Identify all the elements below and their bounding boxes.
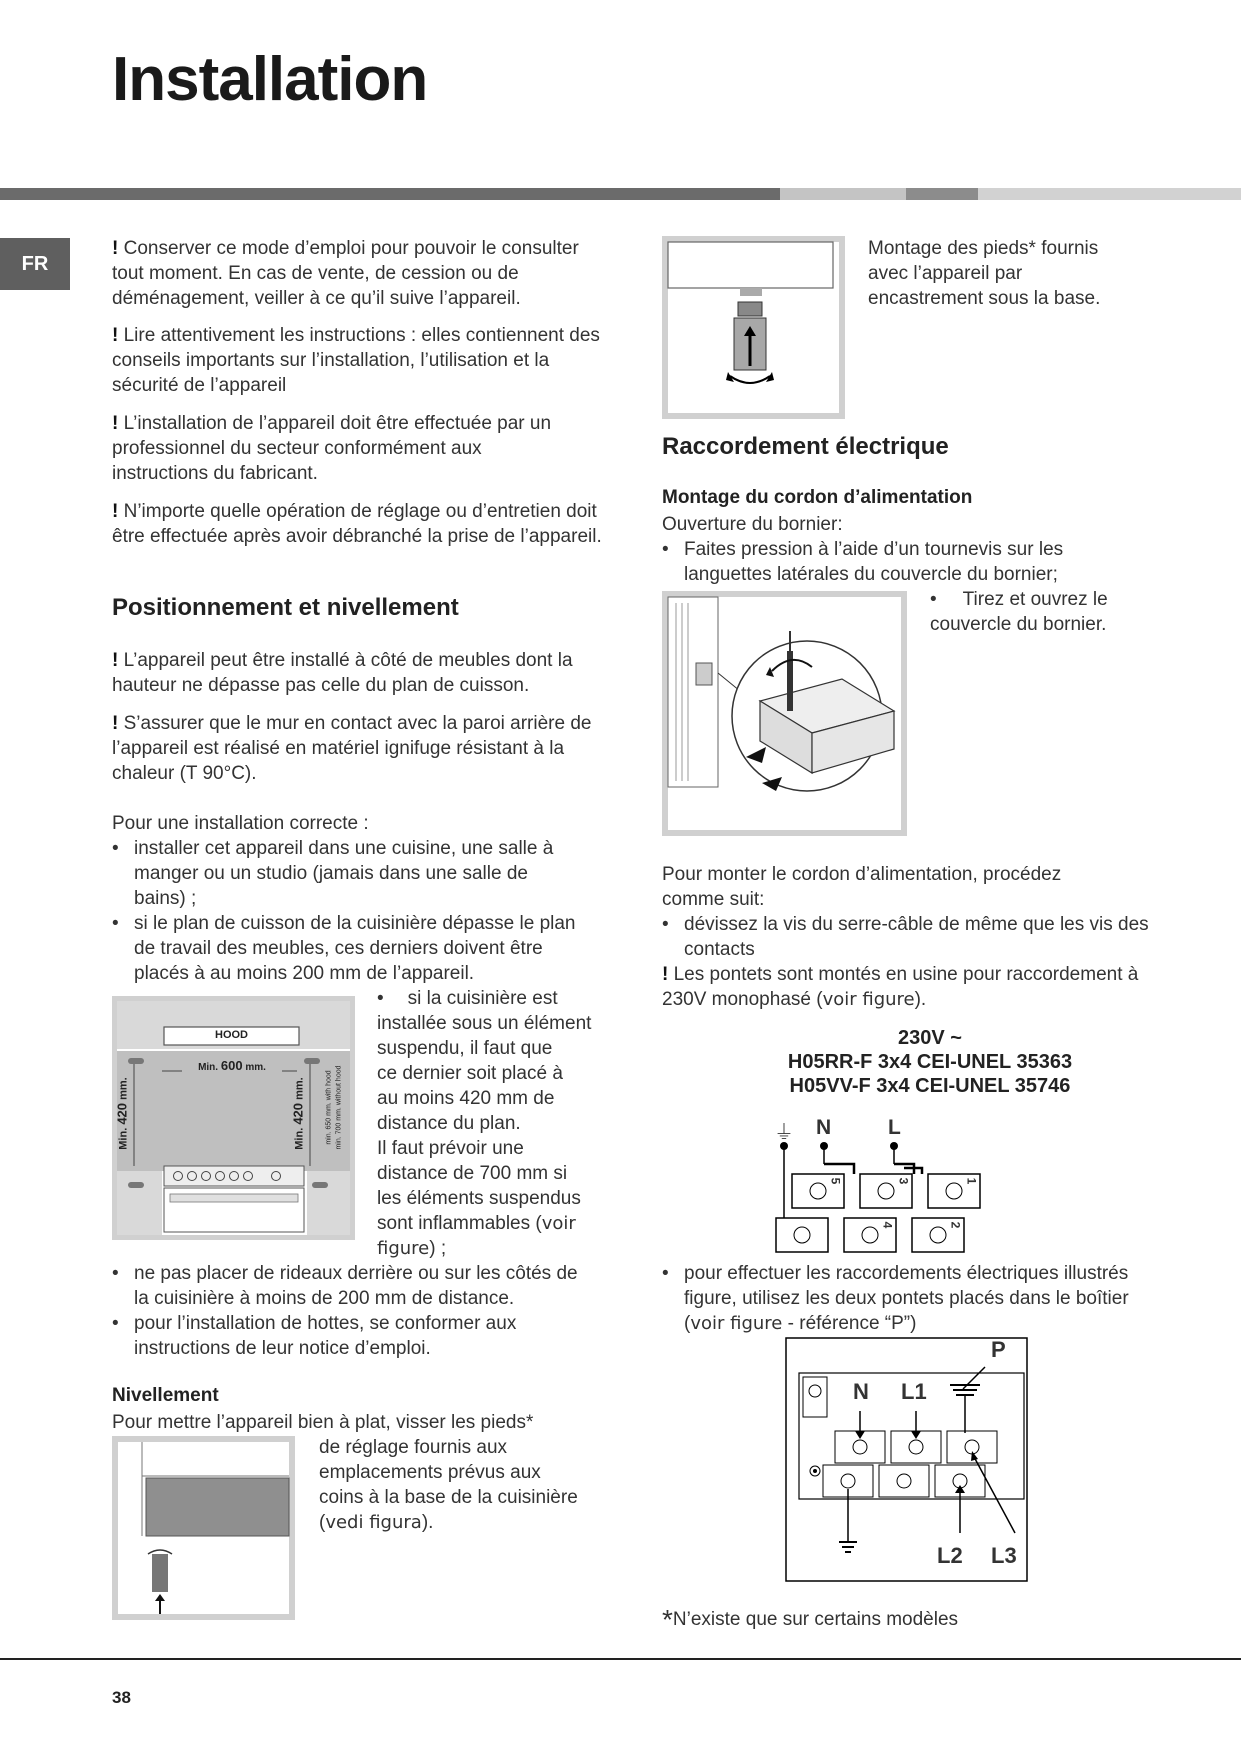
bullet-200mm: • si le plan de cuisson de la cuisinière dépasse le plan de travail des meubles, ces derniers doivent être placés à au moins 200 mm de l’appareil.: [112, 913, 576, 984]
bullet-dot: •: [930, 589, 937, 610]
positioning-heading: Positionnement et nivellement: [112, 594, 459, 621]
feet-diagram: [662, 236, 845, 419]
leveling-figure: [112, 1436, 295, 1620]
earth-symbol: ⏚: [774, 1122, 794, 1144]
feet-mounting-figure: [662, 236, 845, 419]
right-height-label: Min. 420 mm.: [290, 1077, 306, 1150]
spec-voltage: 230V ~: [898, 1027, 962, 1049]
warning-read-instructions: ! Lire attentivement les instructions : elles contiennent des conseils importants sur l’installation, l’utilisation et la sécurité de l’appareil: [112, 325, 600, 396]
bullet-bridges: • pour effectuer les raccordements électriques illustrés figure, utilisez les deux pontets placés dans le boîtier (voir figure - référence “P”): [662, 1263, 1129, 1334]
header-bar-mid: [906, 188, 978, 200]
cord-heading: Montage du cordon d’alimentation: [662, 487, 973, 508]
bridges-note: ! Les pontets sont montés en usine pour raccordement à 230V monophasé (voir figure).: [662, 964, 1139, 1010]
footnote: *N’existe que sur certains modèles: [662, 1604, 959, 1635]
bullet-hanging-cabinet: • si la cuisinière est installée sous un élément suspendu, il faut que ce dernier soit placé à au moins 420 mm de distance du plan. Il faut prévoir une distance de 700 mm si les éléments suspendus sont inflammables (voir figure) ;: [377, 988, 592, 1259]
terminal-open: Ouverture du bornier:: [662, 514, 843, 535]
diagram2-neutral-label: N: [853, 1379, 869, 1404]
note-without-hood: min. 700 mm. without hood: [335, 1065, 343, 1150]
bridge-p-label: P: [991, 1337, 1006, 1362]
terminal-4: 4: [880, 1221, 895, 1229]
wiring-diagram-230v: [764, 1110, 1024, 1262]
line-label: L: [888, 1116, 901, 1139]
header-bar-light-1: [780, 188, 906, 200]
warning-unplug: ! N’importe quelle opération de réglage ou d’entretien doit être effectuée après avoir débranché la prise de l’appareil.: [112, 501, 602, 547]
warning-wall: ! S’assurer que le mur en contact avec la paroi arrière de l’appareil est réalisé en matériel ignifuge résistant à la chaleur (T 90°C).: [112, 713, 592, 784]
leveling-diagram: [112, 1436, 295, 1620]
cord-intro: Pour monter le cordon d’alimentation, procédez comme suit:: [662, 864, 1062, 910]
warning-furniture: ! L’appareil peut être installé à côté de meubles dont la hauteur ne dépasse pas celle du plan de cuisson.: [112, 650, 573, 696]
cable-spec: [740, 1026, 1120, 1098]
neutral-label: N: [816, 1116, 832, 1139]
spec-cable-vv: H05VV-F 3x4 CEI-UNEL 35746: [789, 1075, 1071, 1097]
warning-professional: ! L’installation de l’appareil doit être effectuée par un professionnel du secteur conformément aux instructions du fabricant.: [112, 413, 552, 484]
min-width-label: Min. 600 mm.: [182, 1058, 282, 1073]
electric-heading: Raccordement électrique: [662, 433, 949, 460]
warning-keep-manual: ! Conserver ce mode d’emploi pour pouvoir le consulter tout moment. En cas de vente, de cession ou de déménagement, veiller à ce qu’il suive l’appareil.: [112, 238, 579, 309]
diagram2-l3-label: L3: [991, 1543, 1017, 1568]
terminal-5: 5: [828, 1177, 843, 1185]
page-title: Installation: [112, 45, 428, 114]
terminal-cover-figure: [662, 591, 907, 836]
bullet-dot: •: [377, 988, 384, 1009]
terminal-3: 3: [896, 1177, 911, 1185]
terminal-1: 1: [964, 1177, 979, 1185]
header-bar-light-2: [978, 188, 1241, 200]
header-bar-dark: [0, 188, 780, 200]
footnote-star: *: [662, 1604, 673, 1635]
leveling-line-1: Pour mettre l’appareil bien à plat, visser les pieds*: [112, 1412, 534, 1433]
page-number: 38: [112, 1688, 131, 1707]
spec-cable-rr: H05RR-F 3x4 CEI-UNEL 35363: [787, 1051, 1073, 1073]
wiring-diagram-bridges: [785, 1337, 1028, 1582]
bullet-pull-cover: • Tirez et ouvrez le couvercle du bornier.: [930, 589, 1108, 635]
hood-label: HOOD: [215, 1029, 248, 1041]
bullet-curtains: • ne pas placer de rideaux derrière ou sur les côtés de la cuisinière à moins de 200 mm de distance.: [112, 1263, 578, 1309]
leveling-heading: Nivellement: [112, 1385, 219, 1406]
diagram2-l1-label: L1: [901, 1379, 927, 1404]
hood-distance-figure: [112, 996, 355, 1240]
left-height-label: Min. 420 mm.: [114, 1077, 130, 1150]
bullet-press-tabs: • Faites pression à l’aide d’un tournevis sur les languettes latérales du couvercle du bornier;: [662, 539, 1064, 585]
diagram2-l2-label: L2: [937, 1543, 963, 1568]
footer-rule: [0, 1658, 1241, 1660]
feet-caption: Montage des pieds* fournis avec l’appareil par encastrement sous la base.: [868, 238, 1101, 309]
bullet-hoods: • pour l’installation de hottes, se conformer aux instructions de leur notice d’emploi.: [112, 1313, 517, 1359]
leveling-continued: de réglage fournis aux emplacements prévus aux coins à la base de la cuisinière (vedi figura).: [319, 1437, 578, 1533]
install-intro: Pour une installation correcte :: [112, 813, 369, 834]
terminal-2: 2: [948, 1221, 963, 1229]
bullet-unscrew: • dévissez la vis du serre-câble de même que les vis des contacts: [662, 914, 1149, 960]
language-tab: FR: [0, 238, 70, 290]
terminal-cover-diagram: [662, 591, 907, 836]
note-with-hood: min. 650 mm. with hood: [325, 1070, 333, 1145]
bullet-room: • installer cet appareil dans une cuisine, une salle à manger ou un studio (jamais dans une salle de bains) ;: [112, 838, 554, 909]
